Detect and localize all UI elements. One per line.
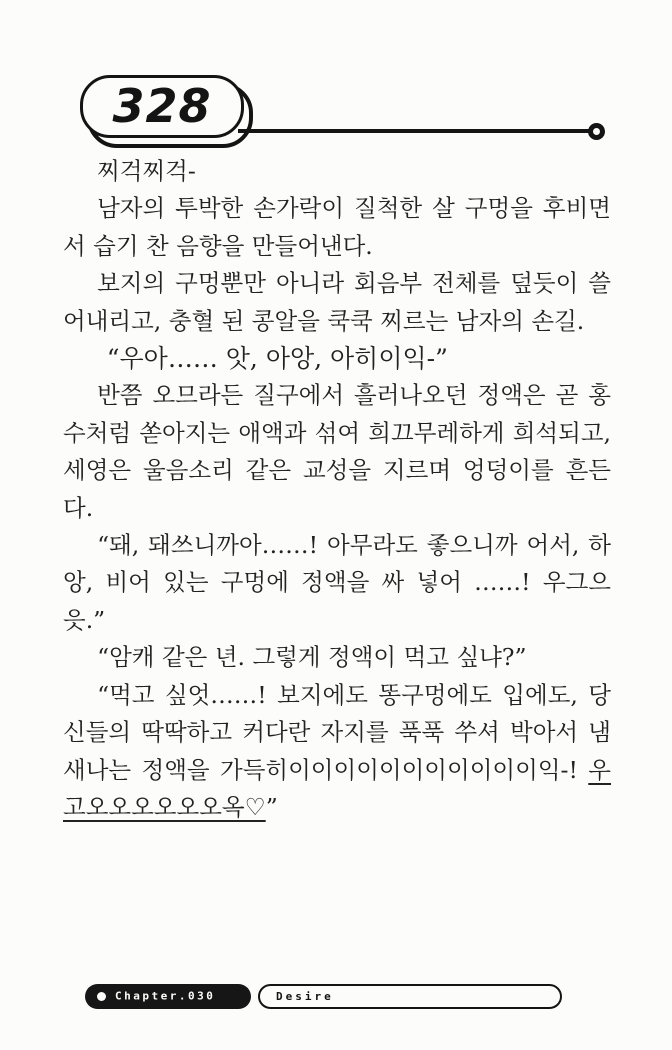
- book-title-badge: [258, 984, 562, 1009]
- bullet-dot-icon: [97, 992, 106, 1001]
- dialogue-2: “암캐 같은 년. 그렇게 정액이 먹고 싶냐?”: [97, 643, 527, 672]
- header-rule: [238, 129, 590, 133]
- page-number: 328: [112, 78, 212, 133]
- paragraph-3: 반쯤 오므라든 질구에서 흘러나오던 정액은 곧 홍수처럼 쏟아지는 애액과 섞여 희끄무레하게 희석되고, 세영은 울음소리 같은 교성을 지르며 엉덩이를 흔든다.: [63, 381, 611, 522]
- header-rule-end-ring-icon: [588, 123, 605, 140]
- sfx-line: 찌걱찌걱-: [97, 157, 196, 185]
- page-body: [63, 153, 611, 826]
- chapter-badge: [85, 984, 251, 1009]
- page-number-badge: [80, 75, 244, 138]
- dialogue-1: “돼, 돼쓰니까아……! 아무라도 좋으니까 어서, 하앙, 비어 있는 구멍에 정액을 싸 넣어 ……! 우그으읏.”: [63, 531, 611, 634]
- dialogue-3-closing-quote: ”: [265, 792, 278, 821]
- paragraph-1: 남자의 투박한 손가락이 질척한 살 구멍을 후비면서 습기 찬 음향을 만들어낸다.: [63, 194, 611, 260]
- dialogue-3: [63, 677, 611, 827]
- quote-line: “우아…… 앗, 아앙, 아히이익-”: [106, 344, 448, 374]
- dialogue-3-underlined-text: 우고오오오오오오옥♡: [63, 755, 611, 821]
- book-title-label: Desire: [276, 990, 334, 1003]
- paragraph-2: 보지의 구멍뿐만 아니라 회음부 전체를 덮듯이 쓸어내리고, 충혈 된 콩알을 쿡쿡 찌르는 남자의 손길.: [63, 269, 611, 335]
- dialogue-3-text: “먹고 싶엇……! 보지에도 똥구멍에도 입에도, 당신들의 딱딱하고 커다란 자지를 푹푹 쑤셔 박아서 냄새나는 정액을 가득히이이이이이이이이이이이익-!: [63, 680, 611, 784]
- chapter-label: Chapter.030: [115, 989, 216, 1003]
